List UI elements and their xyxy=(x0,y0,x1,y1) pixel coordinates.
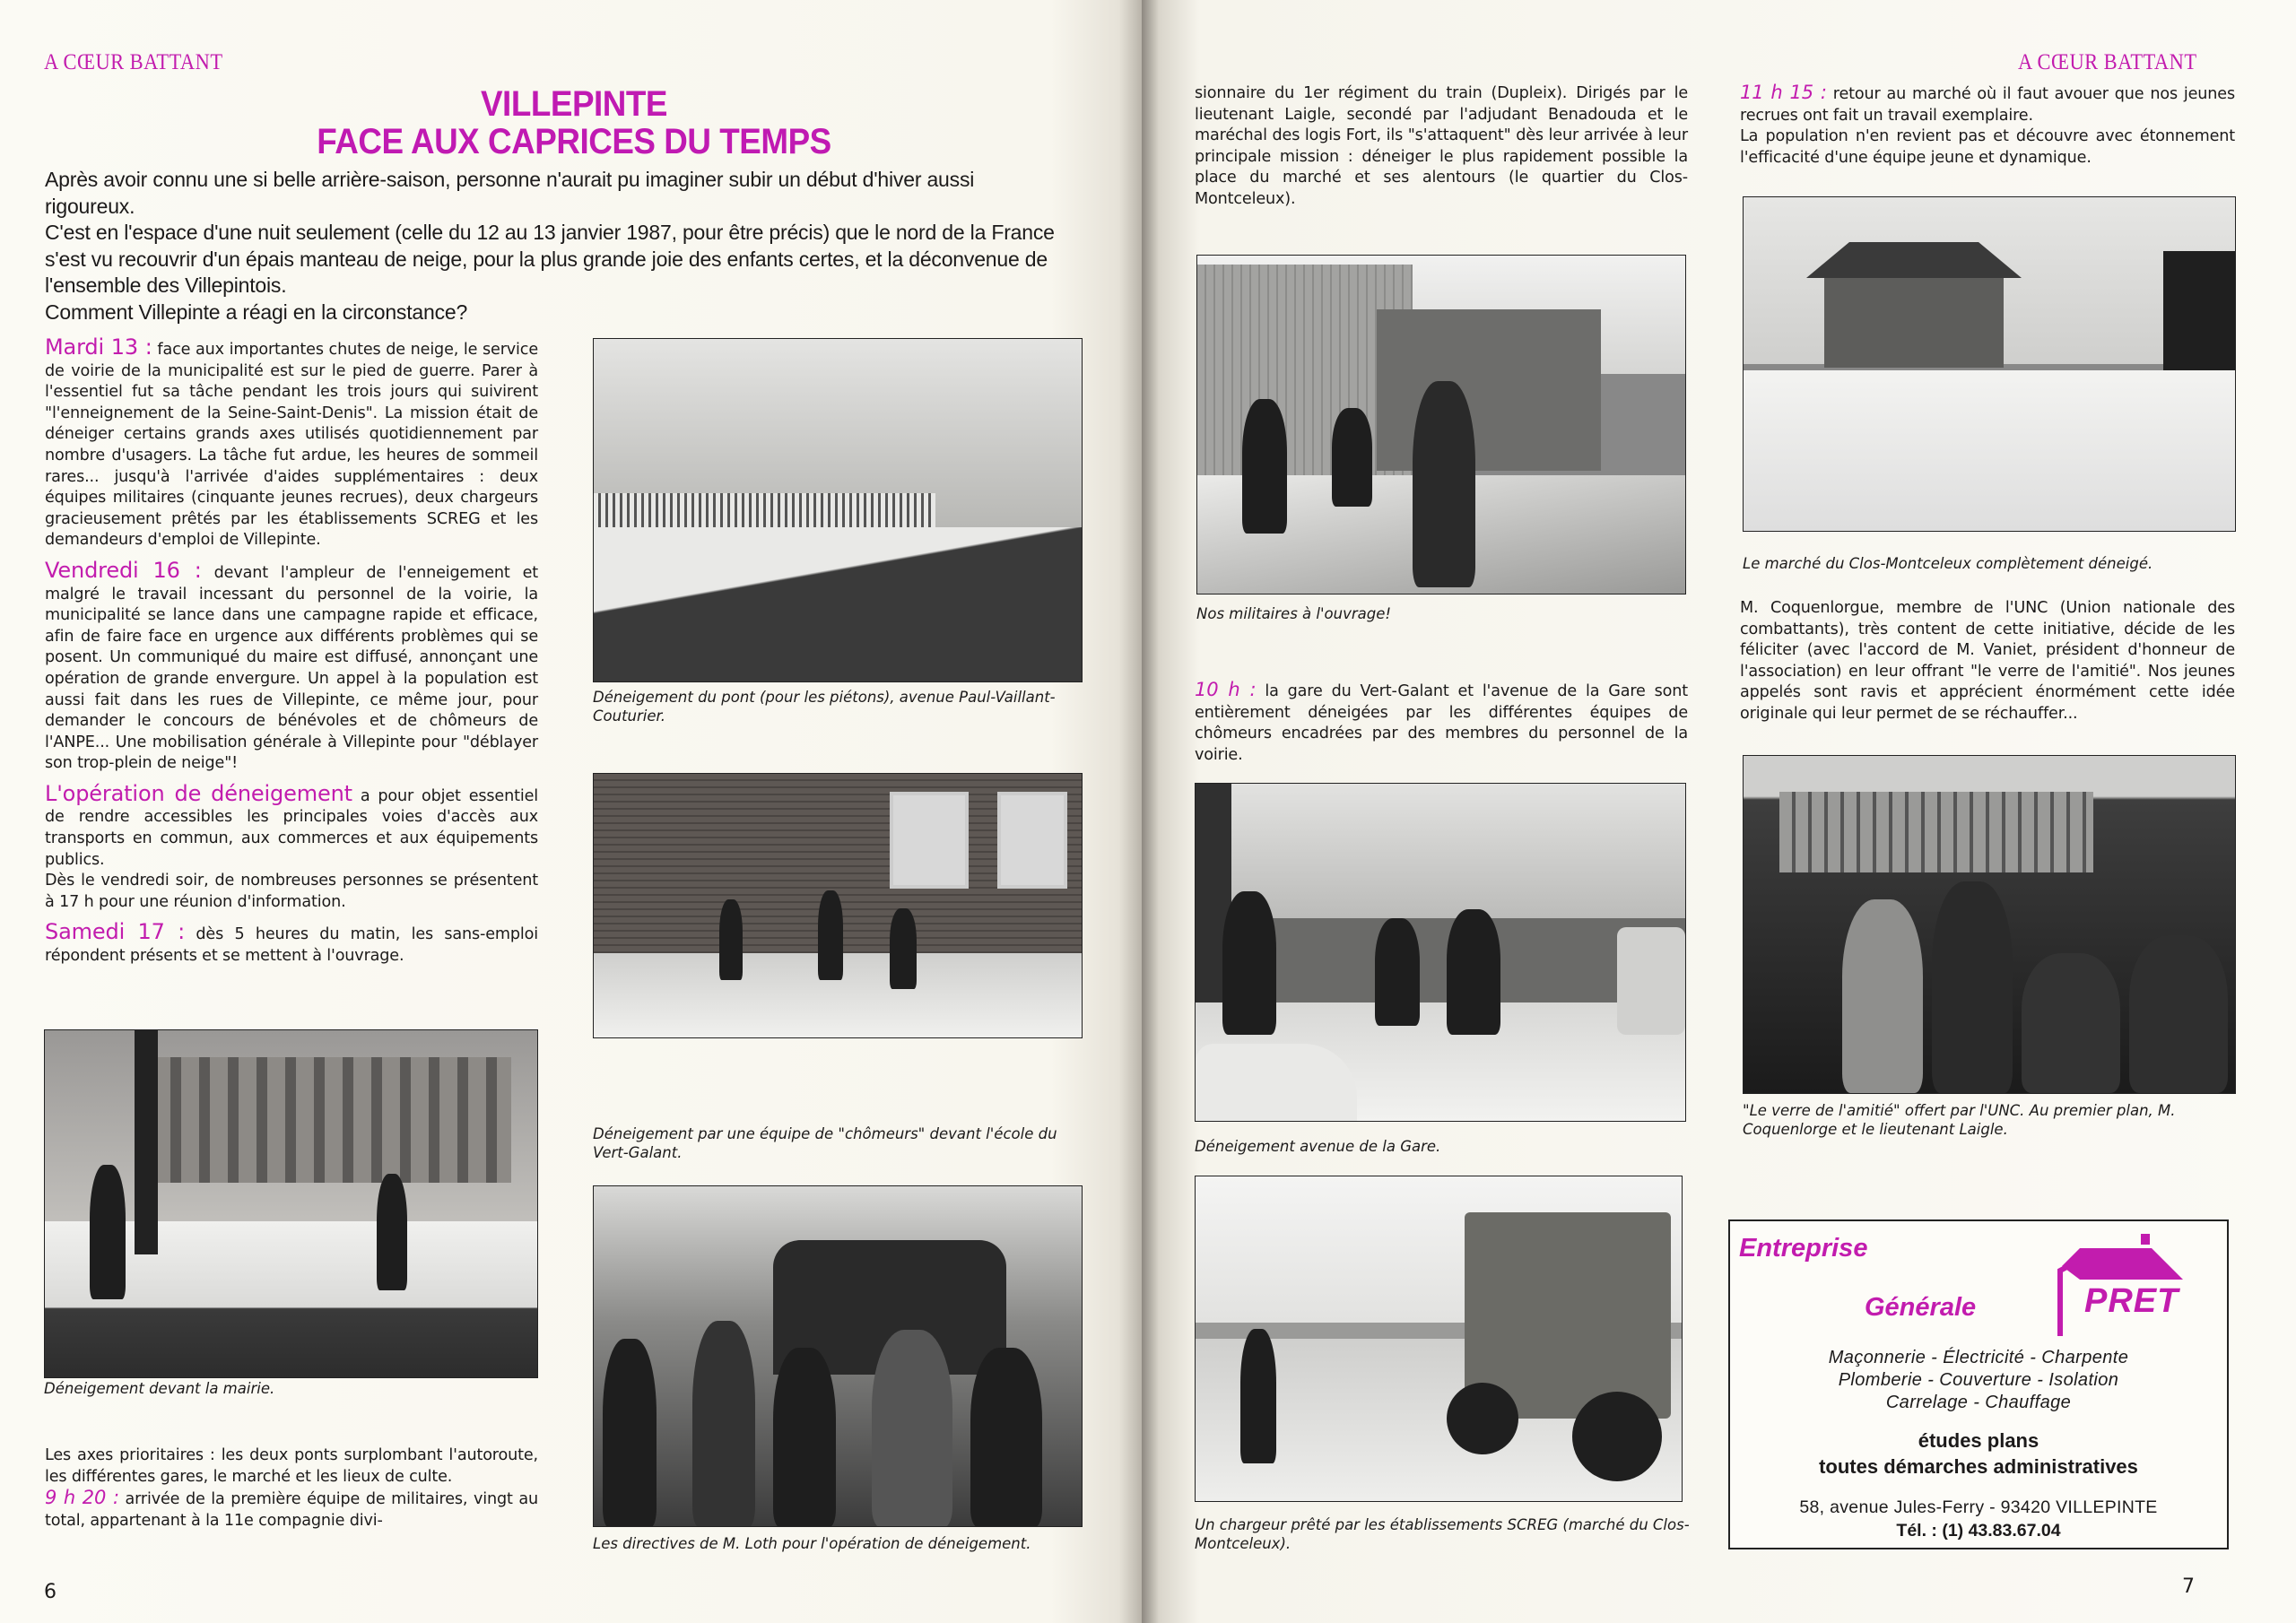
title-line-2: FACE AUX CAPRICES DU TEMPS xyxy=(317,122,831,161)
photo-marche xyxy=(1743,196,2236,532)
ad-word-entreprise: Entreprise xyxy=(1739,1234,1868,1263)
col4-coquenlorgue-text xyxy=(1740,598,2235,734)
intro-paragraph: Après avoir connu une si belle arrière-saison, personne n'aurait pu imaginer subir un début d'hiver aussi rigoureux. xyxy=(45,168,975,218)
section-mardi: Mardi 13 : face aux importantes chutes de neige, le service de voirie de la municipalité est sur le pied de guerre. Parer à l'essentiel fut sa tâche pendant les trois jours qui suivirent "l'enneignement de la Seine-Saint-Denis". La mission était de déneiger certains grands axes utilisés quotidiennement par nombre d'usagers. La tâche fut ardue, les heures de sommeil rares... jusqu'à l'arrivée d'aides supplémentaires : deux équipes militaires (cinquante jeunes recrues), deux chargeurs gracieusement prêtés par les établissements SCREG et les demandeurs d'emploi de Villepinte. xyxy=(45,334,538,550)
caption-chargeur: Un chargeur prêté par les établissements SCREG (marché du Clos-Montceleux). xyxy=(1195,1516,1690,1552)
caption-marche: Le marché du Clos-Montceleux complètement déneigé. xyxy=(1743,555,2153,572)
title-line-1: VILLEPINTE xyxy=(480,84,668,124)
page-number-right: 7 xyxy=(2182,1575,2195,1598)
running-head-left: A CŒUR BATTANT xyxy=(44,50,223,74)
ad-brand-pret: PRET xyxy=(2084,1282,2179,1320)
photo-chargeur xyxy=(1195,1176,1683,1502)
coquenlorgue-paragraph: M. Coquenlorgue, membre de l'UNC (Union nationale des combattants), très content de cette initiative, décide de les féliciter (avec l'accord de M. Vaniet, président d'honneur de l'association) en leur offrant "le verre de l'amitié". Nos jeunes appelés sont ravis et apprécient énormément cette idée originale qui leur permet de se réchauffer... xyxy=(1740,599,2235,723)
running-head-right: A CŒUR BATTANT xyxy=(2018,50,2197,74)
caption-verre-amitie: "Le verre de l'amitié" offert par l'UNC. Au premier plan, M. Coquenlorge et le lieutenant Laigle. xyxy=(1743,1102,2176,1138)
col3-10h-text xyxy=(1195,680,1688,775)
photo-mairie xyxy=(44,1029,538,1378)
ad-word-generale: Générale xyxy=(1865,1293,1977,1322)
caption-pont: Déneigement du pont (pour les piétons), avenue Paul-Vaillant-Couturier. xyxy=(593,689,1056,725)
section-9h20: 9 h 20 : arrivée de la première équipe de militaires, vingt au total, appartenant à la 11e compagnie divi- xyxy=(45,1487,538,1530)
section-11h15: 11 h 15 : retour au marché où il faut avouer que nos jeunes recrues ont fait un travail exemplaire. xyxy=(1740,82,2235,125)
photo-directives xyxy=(593,1185,1083,1527)
col3-top-text xyxy=(1195,83,1688,220)
section-vendredi: Vendredi 16 : devant l'ampleur de l'enneigement et malgré le travail incessant du personnel de la voirie, la municipalité se lance dans une campagne rapide et efficace, afin de faire face en urgence aux différents problèmes qui se posent. Un communiqué du maire est diffusé, annonçant une opération de grande envergure. Un appel à la population est aussi fait dans les rues de Villepinte, ce même jour, pour demander le concours de bénévoles et de chômeurs de l'ANPE... Une mobilisation générale à Villepinte pour "déblayer son trop-plein de neige"! xyxy=(45,557,538,773)
page-number-left: 6 xyxy=(44,1581,57,1603)
ad-address: 58, avenue Jules-Ferry - 93420 VILLEPINTE xyxy=(1799,1497,2158,1517)
caption-gare: Déneigement avenue de la Gare. xyxy=(1195,1138,1441,1155)
col3-continuation: sionnaire du 1er régiment du train (Dupleix). Dirigés par le lieutenant Laigle, secondé par l'adjudant Benadouda et le maréchal des logis Fort, ils "s'attaquent" dès leur arrivée à leur principale mission : déneiger le plus rapidement possible la place du marché et ses alentours (le quartier du Clos-Montceleux). xyxy=(1195,84,1688,208)
photo-ecole xyxy=(593,773,1083,1038)
left-column xyxy=(45,334,538,976)
ad-phone: Tél. : (1) 43.83.67.04 xyxy=(1896,1521,2061,1541)
section-operation-after: Dès le vendredi soir, de nombreuses personnes se présentent à 17 h pour une réunion d'information. xyxy=(45,872,538,911)
intro-paragraphs xyxy=(45,167,1057,325)
caption-ecole: Déneigement par une équipe de "chômeurs" devant l'école du Vert-Galant. xyxy=(593,1125,1057,1161)
ad-services: Maçonnerie - Électricité - Charpente Plomberie - Couverture - Isolation Carrelage - Chauffage xyxy=(1828,1348,2129,1412)
caption-directives: Les directives de M. Loth pour l'opération de déneigement. xyxy=(593,1535,1031,1552)
col4-top-text xyxy=(1740,82,2235,178)
intro-paragraph: C'est en l'espace d'une nuit seulement (celle du 12 au 13 janvier 1987, pour être précis) que le nord de la France s'est vu recouvrir d'un épais manteau de neige, pour la plus grande joie des enfants certes, et la déconvenue de l'ensemble des Villepintois. xyxy=(45,221,1055,297)
photo-pont xyxy=(593,338,1083,682)
ad-bold-lines: études plans toutes démarches administratives xyxy=(1819,1429,2138,1478)
intro-paragraph: Comment Villepinte a réagi en la circonstance? xyxy=(45,299,468,324)
axes-paragraph: Les axes prioritaires : les deux ponts surplombant l'autoroute, les différentes gares, le marché et les lieux de culte. xyxy=(45,1446,538,1486)
section-operation: L'opération de déneigement a pour objet essentiel de rendre accessibles les principales voies d'accès aux transports en commun, aux commerces et aux équipements publics. xyxy=(45,780,538,869)
photo-militaires xyxy=(1196,255,1686,595)
section-samedi: Samedi 17 : dès 5 heures du matin, les sans-emploi répondent présents et se mettent à l'ouvrage. xyxy=(45,919,538,966)
caption-mairie: Déneigement devant la mairie. xyxy=(44,1380,275,1397)
photo-gare xyxy=(1195,783,1686,1122)
caption-militaires: Nos militaires à l'ouvrage! xyxy=(1196,605,1391,622)
section-10h: 10 h : la gare du Vert-Galant et l'avenue de la Gare sont entièrement déneigées par les différentes équipes de chômeurs encadrées par des membres du personnel de la voirie. xyxy=(1195,679,1689,764)
advertisement-pret xyxy=(1728,1219,2229,1549)
photo-verre-amitie xyxy=(1743,755,2236,1094)
section-11h15-after: La population n'en revient pas et découvre avec étonnement l'efficacité d'une équipe jeune et dynamique. xyxy=(1740,127,2235,167)
left-bottom-text xyxy=(45,1445,538,1541)
article-title xyxy=(293,85,855,161)
